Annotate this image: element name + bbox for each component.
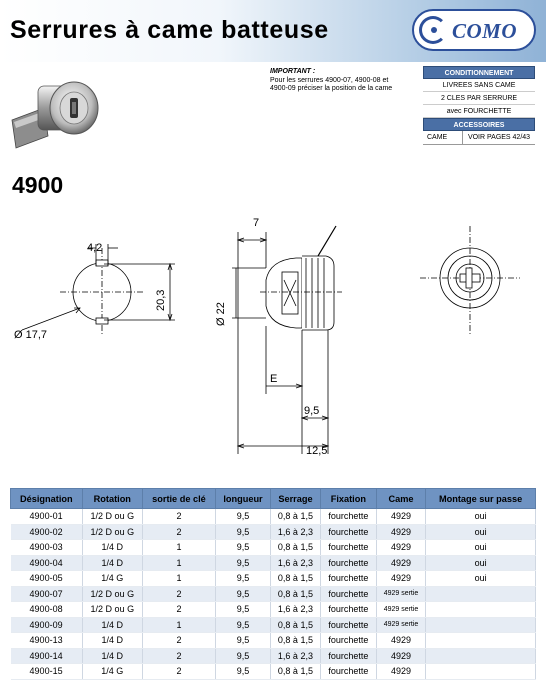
- cell-master-key: oui: [426, 555, 536, 571]
- cell-fixing: fourchette: [320, 555, 376, 571]
- table-row: [11, 664, 536, 680]
- dim-7: 7: [253, 217, 260, 229]
- cell-fixing: fourchette: [320, 664, 376, 680]
- cell-rotation: 1/4 D: [82, 633, 142, 649]
- cell-rotation: 1/2 D ou G: [82, 509, 142, 525]
- cell-cam: 4929: [376, 633, 425, 649]
- cell-master-key: [426, 633, 536, 649]
- cell-cam: 4929 sertie: [376, 586, 425, 602]
- cell-clamping: 1,6 à 2,3: [271, 555, 321, 571]
- cell-cam: 4929: [376, 509, 425, 525]
- cell-key-exit: 2: [143, 648, 216, 664]
- table-row: [11, 617, 536, 633]
- cell-clamping: 0,8 à 1,5: [271, 509, 321, 525]
- cell-length: 9,5: [215, 648, 270, 664]
- important-note: [270, 68, 406, 94]
- table-row: [11, 509, 536, 525]
- cell-clamping: 1,6 à 2,3: [271, 602, 321, 618]
- packaging-line: avec FOURCHETTE: [423, 105, 535, 118]
- cell-clamping: 0,8 à 1,5: [271, 633, 321, 649]
- table-row: [11, 571, 536, 587]
- cell-length: 9,5: [215, 617, 270, 633]
- table-row: [11, 586, 536, 602]
- cell-rotation: 1/4 G: [82, 571, 142, 587]
- col-clamping: Serrage: [271, 489, 321, 509]
- cell-length: 9,5: [215, 633, 270, 649]
- accessory-ref: VOIR PAGES 42/43: [467, 134, 531, 141]
- page-header: [0, 0, 546, 62]
- cell-fixing: fourchette: [320, 648, 376, 664]
- product-table: [10, 488, 536, 680]
- cell-key-exit: 2: [143, 586, 216, 602]
- cell-key-exit: 1: [143, 571, 216, 587]
- table-row: [11, 602, 536, 618]
- cell-rotation: 1/4 D: [82, 555, 142, 571]
- cell-key-exit: 2: [143, 664, 216, 680]
- cell-rotation: 1/2 D ou G: [82, 602, 142, 618]
- cell-designation: 4900-04: [11, 555, 83, 571]
- cell-fixing: fourchette: [320, 602, 376, 618]
- cell-length: 9,5: [215, 555, 270, 571]
- accessory-row: [423, 131, 535, 145]
- cell-fixing: fourchette: [320, 633, 376, 649]
- cell-cam: 4929 sertie: [376, 617, 425, 633]
- cell-master-key: oui: [426, 524, 536, 540]
- important-text: Pour les serrures 4900-07, 4900-08 et 4900-09 préciser la position de la came: [270, 76, 393, 92]
- packaging-box: [423, 66, 535, 145]
- cell-cam: 4929 sertie: [376, 602, 425, 618]
- cell-length: 9,5: [215, 509, 270, 525]
- cell-rotation: 1/4 D: [82, 540, 142, 556]
- cell-clamping: 1,6 à 2,3: [271, 648, 321, 664]
- cell-key-exit: 2: [143, 633, 216, 649]
- cell-key-exit: 2: [143, 524, 216, 540]
- cell-clamping: 0,8 à 1,5: [271, 617, 321, 633]
- cell-master-key: oui: [426, 509, 536, 525]
- cell-designation: 4900-05: [11, 571, 83, 587]
- col-master-key: Montage sur passe: [426, 489, 536, 509]
- table-row: [11, 540, 536, 556]
- table-header-row: [11, 489, 536, 509]
- cell-designation: 4900-03: [11, 540, 83, 556]
- model-number: 4900: [12, 172, 64, 198]
- table-row: [11, 633, 536, 649]
- packaging-line: LIVREES SANS CAME: [423, 79, 535, 92]
- cell-fixing: fourchette: [320, 509, 376, 525]
- table-row: [11, 524, 536, 540]
- cell-cam: 4929: [376, 648, 425, 664]
- cell-key-exit: 1: [143, 540, 216, 556]
- dim-e: E: [270, 373, 278, 385]
- dim-20-3: 20,3: [155, 289, 167, 311]
- cell-key-exit: 2: [143, 602, 216, 618]
- cell-fixing: fourchette: [320, 586, 376, 602]
- dim-22: Ø 22: [215, 302, 227, 326]
- cell-key-exit: 2: [143, 509, 216, 525]
- cell-designation: 4900-08: [11, 602, 83, 618]
- col-key-exit: sortie de clé: [143, 489, 216, 509]
- cell-master-key: [426, 617, 536, 633]
- cell-designation: 4900-14: [11, 648, 83, 664]
- cell-master-key: [426, 586, 536, 602]
- cell-clamping: 1,6 à 2,3: [271, 524, 321, 540]
- cell-master-key: [426, 664, 536, 680]
- cell-designation: 4900-01: [11, 509, 83, 525]
- cell-clamping: 0,8 à 1,5: [271, 571, 321, 587]
- cell-master-key: [426, 648, 536, 664]
- cell-fixing: fourchette: [320, 524, 376, 540]
- cell-clamping: 0,8 à 1,5: [271, 540, 321, 556]
- cell-cam: 4929: [376, 555, 425, 571]
- technical-drawing: [0, 196, 546, 476]
- table-row: [11, 648, 536, 664]
- page-title: Serrures à came batteuse: [10, 16, 329, 44]
- cell-rotation: 1/4 G: [82, 664, 142, 680]
- dim-12-5: 12,5: [306, 445, 328, 457]
- cell-cam: 4929: [376, 524, 425, 540]
- col-designation: Désignation: [11, 489, 83, 509]
- packaging-line: 2 CLES PAR SERRURE: [423, 92, 535, 105]
- rear-view: [420, 226, 520, 336]
- cell-length: 9,5: [215, 664, 270, 680]
- cell-fixing: fourchette: [320, 540, 376, 556]
- cell-designation: 4900-13: [11, 633, 83, 649]
- col-rotation: Rotation: [82, 489, 142, 509]
- cell-clamping: 0,8 à 1,5: [271, 586, 321, 602]
- cell-rotation: 1/2 D ou G: [82, 586, 142, 602]
- cell-length: 9,5: [215, 571, 270, 587]
- brand-logo-dot-icon: [431, 27, 437, 33]
- col-cam: Came: [376, 489, 425, 509]
- accessory-name: CAME: [423, 131, 463, 144]
- cell-length: 9,5: [215, 602, 270, 618]
- cell-key-exit: 1: [143, 555, 216, 571]
- cell-length: 9,5: [215, 586, 270, 602]
- dim-17-7: Ø 17,7: [14, 329, 48, 341]
- cell-clamping: 0,8 à 1,5: [271, 664, 321, 680]
- brand-logo: [412, 9, 536, 51]
- brand-name: COMO: [452, 19, 518, 43]
- cell-rotation: 1/4 D: [82, 648, 142, 664]
- dim-4-2: 4,2: [87, 242, 103, 254]
- cell-designation: 4900-07: [11, 586, 83, 602]
- cell-master-key: oui: [426, 540, 536, 556]
- cell-rotation: 1/4 D: [82, 617, 142, 633]
- packaging-heading: CONDITIONNEMENT: [423, 66, 535, 79]
- col-fixing: Fixation: [320, 489, 376, 509]
- front-view: [22, 244, 175, 336]
- cell-designation: 4900-02: [11, 524, 83, 540]
- table-row: [11, 555, 536, 571]
- accessories-heading: ACCESSOIRES: [423, 118, 535, 131]
- cell-master-key: oui: [426, 571, 536, 587]
- cell-master-key: [426, 602, 536, 618]
- col-length: longueur: [215, 489, 270, 509]
- cell-designation: 4900-09: [11, 617, 83, 633]
- cell-cam: 4929: [376, 571, 425, 587]
- cell-length: 9,5: [215, 524, 270, 540]
- important-title: IMPORTANT :: [270, 68, 316, 75]
- side-view: [232, 226, 342, 454]
- cell-key-exit: 1: [143, 617, 216, 633]
- cell-cam: 4929: [376, 664, 425, 680]
- product-photo: [8, 64, 106, 150]
- dim-9-5: 9,5: [304, 405, 320, 417]
- cell-fixing: fourchette: [320, 617, 376, 633]
- cell-fixing: fourchette: [320, 571, 376, 587]
- cell-length: 9,5: [215, 540, 270, 556]
- cell-cam: 4929: [376, 540, 425, 556]
- cell-rotation: 1/2 D ou G: [82, 524, 142, 540]
- cell-designation: 4900-15: [11, 664, 83, 680]
